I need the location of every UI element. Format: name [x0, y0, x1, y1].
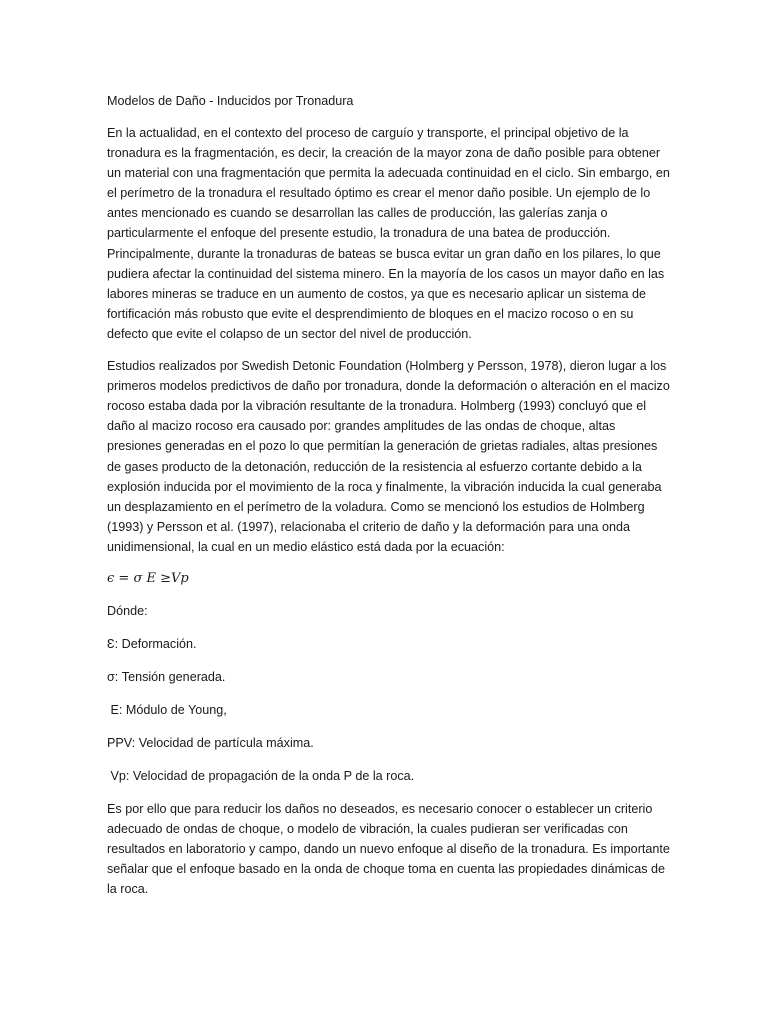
definition-vp: Vp: Velocidad de propagación de la onda P de la roca.	[107, 768, 415, 783]
definition-deformacion: Ɛ: Deformación.	[107, 636, 197, 651]
paragraph-conclusion: Es por ello que para reducir los daños no deseados, es necesario conocer o establecer un criterio adecuado de ondas de choque, o modelo de vibración, la cuales pudieran ser verificadas con resultados en laboratorio y campo, dando un nuevo enfoque al diseño de la tronadura. Es importante señalar que el enfoque basado en la onda de choque toma en cuenta las propiedades dinámicas de la roca.	[107, 801, 670, 897]
definition-young: E: Módulo de Young,	[107, 702, 227, 717]
document-title: Modelos de Daño - Inducidos por Tronadura	[107, 94, 354, 108]
paragraph-studies: Estudios realizados por Swedish Detonic Foundation (Holmberg y Persson, 1978), dieron lugar a los primeros modelos predictivos de daño por tronadura, donde la deformación o alteración en el macizo rocoso estaba dada por la vibración resultante de la tronadura. Holmberg (1993) concluyó que el daño al macizo rocoso era causado por: grandes amplitudes de las ondas de choque, altas presiones generadas en el pozo lo que permitían la generación de grietas radiales, altas presiones de gases producto de la detonación, reducción de la resistencia al esfuerzo cortante debido a la explosión inducida por el movimiento de la roca y finalmente, la vibración inducida la cual generaba un desplazamiento en el perímetro de la voladura. Como se mencionó los estudios de Holmberg (1993) y Persson et al. (1997), relacionaba el criterio de daño y la deformación para una onda unidimensional, la cual en un medio elástico está dada por la ecuación:	[107, 359, 670, 554]
definition-ppv: PPV: Velocidad de partícula máxima.	[107, 735, 314, 750]
definition-tension: σ: Tensión generada.	[107, 669, 226, 684]
equation: ϵ = σ E ≥Vp	[107, 570, 189, 586]
donde-label: Dónde:	[107, 603, 148, 618]
paragraph-intro: En la actualidad, en el contexto del proceso de carguío y transporte, el principal objetivo de la tronadura es la fragmentación, es decir, la creación de la mayor zona de daño posible para obtener un material con una fragmentación que permita la adecuada continuidad en el ciclo. Sin embargo, en el perímetro de la tronadura el resultado óptimo es crear el menor daño posible. Un ejemplo de lo antes mencionado es cuando se desarrollan las calles de producción, las galerías zanja o particularmente el enfoque del presente estudio, la tronadura de una batea de producción. Principalmente, durante la tronaduras de bateas se busca evitar un gran daño en los pilares, lo que pudiera afectar la continuidad del sistema minero. En la mayoría de los casos un mayor daño en las labores mineras se traduce en un aumento de costos, ya que es necesario aplicar un sistema de fortificación más robusto que evite el desprendimiento de bloques en el macizo rocoso o en su defecto que evite el colapso de un sector del nivel de producción.	[107, 126, 670, 341]
